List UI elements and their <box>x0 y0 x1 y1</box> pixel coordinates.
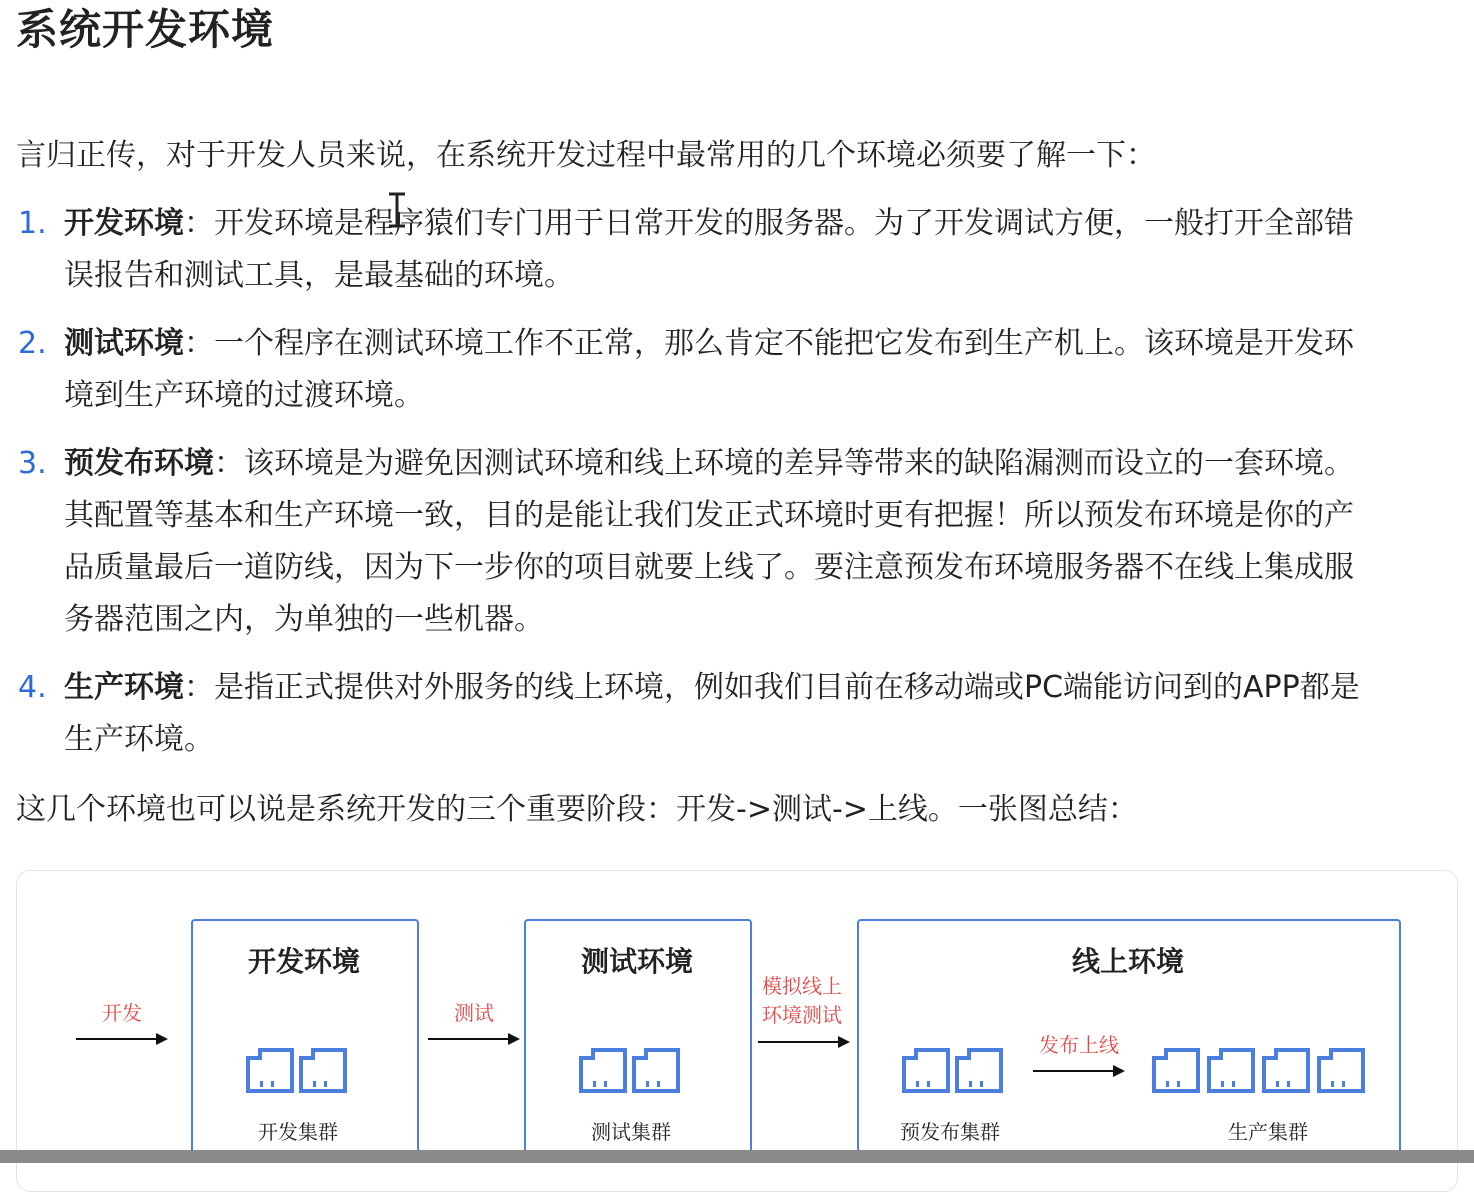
edge-label-test: 测试 <box>454 1001 494 1025</box>
server-cluster-icon <box>578 1044 682 1094</box>
test-cluster-label: 测试集群 <box>591 1120 671 1144</box>
arrow-icon <box>76 1032 168 1046</box>
term-dev: 开发环境 <box>64 206 184 241</box>
arrow-icon <box>428 1032 520 1046</box>
description-line: 其配置等基本和生产环境一致，目的是能让我们发正式环境时更有把握！所以预发布环境是你的产 <box>64 498 1354 533</box>
edge-label-dev: 开发 <box>102 1001 142 1025</box>
intro-paragraph: 言归正传，对于开发人员来说，在系统开发过程中最常用的几个环境必须要了解一下： <box>16 138 1156 173</box>
description-line: 误报告和测试工具，是最基础的环境。 <box>64 258 574 293</box>
edge-label-simulate-2: 环境测试 <box>762 1003 842 1027</box>
description-line: ：该环境是为避免因测试环境和线上环境的差异等带来的缺陷漏测而设立的一套环境。 <box>214 446 1354 481</box>
server-cluster-icon <box>901 1044 1005 1094</box>
description-line: 务器范围之内，为单独的一些机器。 <box>64 602 544 637</box>
list-item <box>16 438 1456 646</box>
environment-list <box>16 198 1456 766</box>
bottom-scrollbar[interactable] <box>0 1150 1474 1163</box>
list-number: 1. <box>18 206 47 241</box>
summary-paragraph: 这几个环境也可以说是系统开发的三个重要阶段：开发->测试->上线。一张图总结： <box>16 792 1138 827</box>
description-line: ：开发环境是程序猿们专门用于日常开发的服务器。为了开发调试方便，一般打开全部错 <box>184 206 1354 241</box>
term-prod: 生产环境 <box>64 670 184 705</box>
list-item <box>16 318 1456 422</box>
list-number: 4. <box>18 670 47 705</box>
staging-cluster-label: 预发布集群 <box>900 1120 1000 1144</box>
edge-label-release: 发布上线 <box>1039 1033 1119 1057</box>
term-test: 测试环境 <box>64 326 184 361</box>
server-cluster-icon <box>1151 1044 1365 1094</box>
description-line: ：一个程序在测试环境工作不正常，那么肯定不能把它发布到生产机上。该环境是开发环 <box>184 326 1354 361</box>
server-cluster-icon <box>245 1044 349 1094</box>
online-stage-title: 线上环境 <box>1071 945 1184 978</box>
page-title: 系统开发环境 <box>16 5 275 54</box>
list-item <box>16 662 1456 766</box>
dev-stage-title: 开发环境 <box>247 945 360 978</box>
dev-cluster-label: 开发集群 <box>258 1120 338 1144</box>
arrow-icon <box>758 1035 850 1049</box>
text-cursor-icon <box>384 192 410 228</box>
list-number: 2. <box>18 326 47 361</box>
term-staging: 预发布环境 <box>64 446 214 481</box>
description-line: 境到生产环境的过渡环境。 <box>64 378 424 413</box>
description-line: 生产环境。 <box>64 722 214 757</box>
prod-cluster-label: 生产集群 <box>1228 1120 1308 1144</box>
arrow-icon <box>1033 1064 1125 1078</box>
test-stage-title: 测试环境 <box>580 945 693 978</box>
description-line: ：是指正式提供对外服务的线上环境，例如我们目前在移动端或PC端能访问到的APP都是 <box>184 670 1360 705</box>
edge-label-simulate-1: 模拟线上 <box>762 974 842 998</box>
list-item <box>16 198 1456 302</box>
list-number: 3. <box>18 446 47 481</box>
description-line: 品质量最后一道防线，因为下一步你的项目就要上线了。要注意预发布环境服务器不在线上集成服 <box>64 550 1354 585</box>
